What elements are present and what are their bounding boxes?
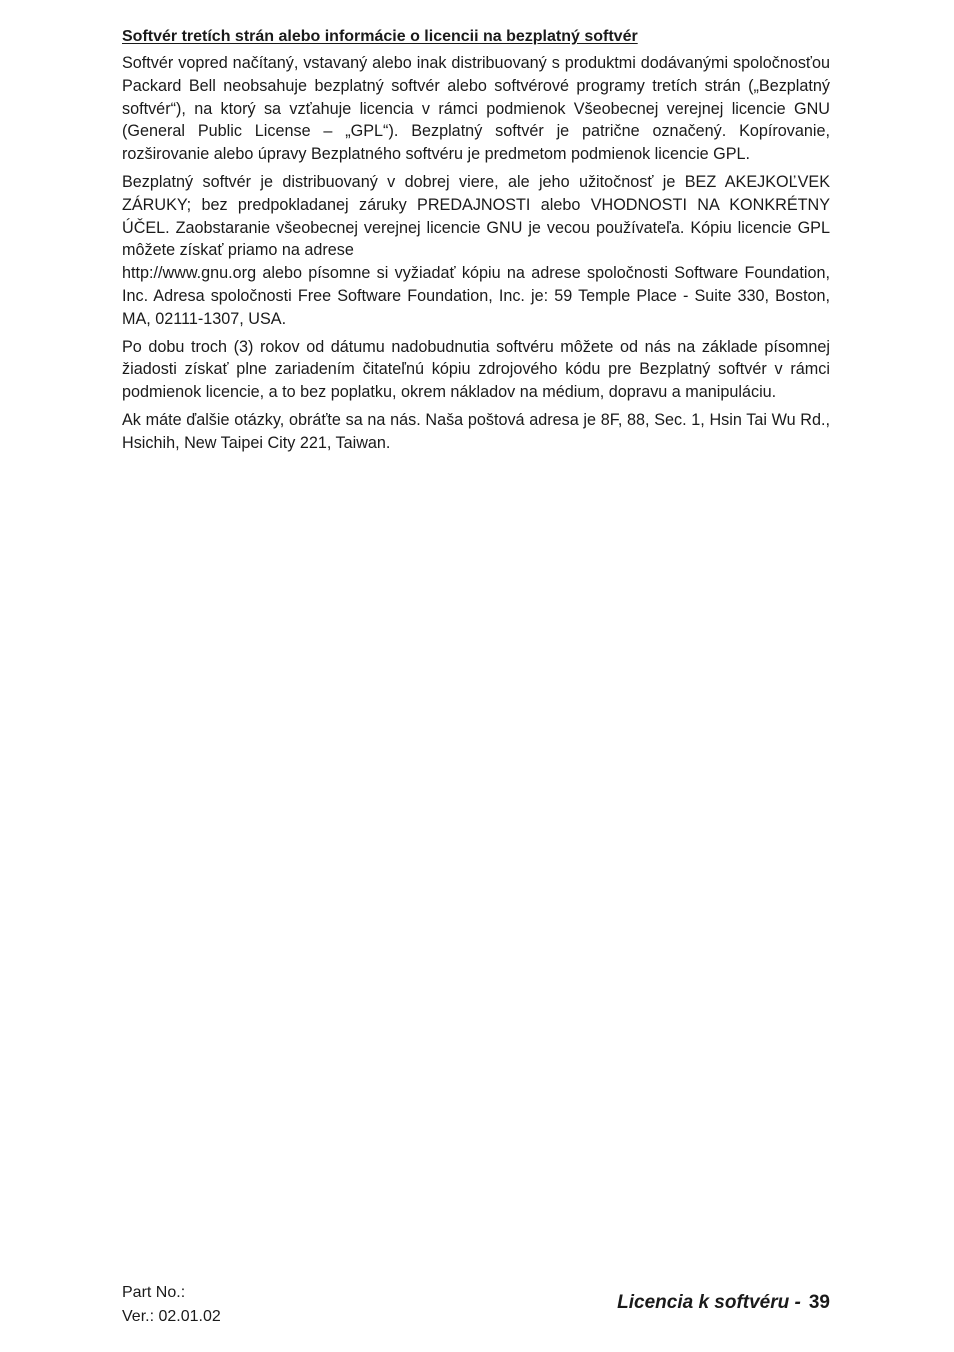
footer-part-no: Part No.: [122,1284,186,1301]
document-body [122,26,830,460]
footer-part-info [122,1281,221,1329]
section-heading [122,26,830,48]
paragraph-source-code: Po dobu troch (3) rokov od dátumu nadobudnutia softvéru môžete od nás na základe písomnej žiadosti získať plne zariadením čitateľnú kópiu zdrojového kódu pre Bezplatný softvér v rámci podmienok licencie, a to bez poplatku, okrem nákladov na médium, dopravu a manipuláciu. [122,337,830,402]
paragraph-address-fsf: http://www.gnu.org alebo písomne si vyžiadať kópiu na adrese spoločnosti Software Foundation, Inc. Adresa spoločnosti Free Software Foundation, Inc. je: 59 Temple Place - Suite 330, Boston, MA, 02111-1307, USA. [122,264,830,328]
paragraph-contact: Ak máte ďalšie otázky, obráťte sa na nás. Naša poštová adresa je 8F, 88, Sec. 1, Hsin Tai Wu Rd., Hsichih, New Taipei City 221, Taiwan. [122,410,830,452]
page-number: 39 [808,1292,830,1313]
footer-section-title: Licencia k softvéru - [617,1292,801,1313]
paragraph-intro: Softvér vopred načítaný, vstavaný alebo inak distribuovaný s produktmi dodávanými spoločnosťou Packard Bell neobsahuje bezplatný softvér alebo softvérové programy tretích strán („Bezplatný softvér“), na ktorý sa vzťahuje licencia v rámci podmienok Všeobecnej verejnej licencie GNU (General Public License – „GPL“). Bezplatný softvér je patrične označený. Kopírovanie, rozširovanie alebo úpravy Bezplatného softvéru je predmetom podmienok licencie GPL. [122,54,830,164]
paragraph-warranty: Bezplatný softvér je distribuovaný v dobrej viere, ale jeho užitočnosť je BEZ AKEJKOĽVEK ZÁRUKY; bez predpokladanej záruky PREDAJNOSTI alebo VHODNOSTI NA KONKRÉTNY ÚČEL. Zaobstaranie všeobecnej verejnej licencie GNU je vecou používateľa. Kópiu licencie GPL môžete získať priamo na adrese [122,172,830,260]
section-heading-text: Softvér tretích strán alebo informácie o licencii na bezplatný softvér [122,28,638,45]
footer-version: Ver.: 02.01.02 [122,1308,221,1325]
footer-page-label [617,1290,830,1316]
